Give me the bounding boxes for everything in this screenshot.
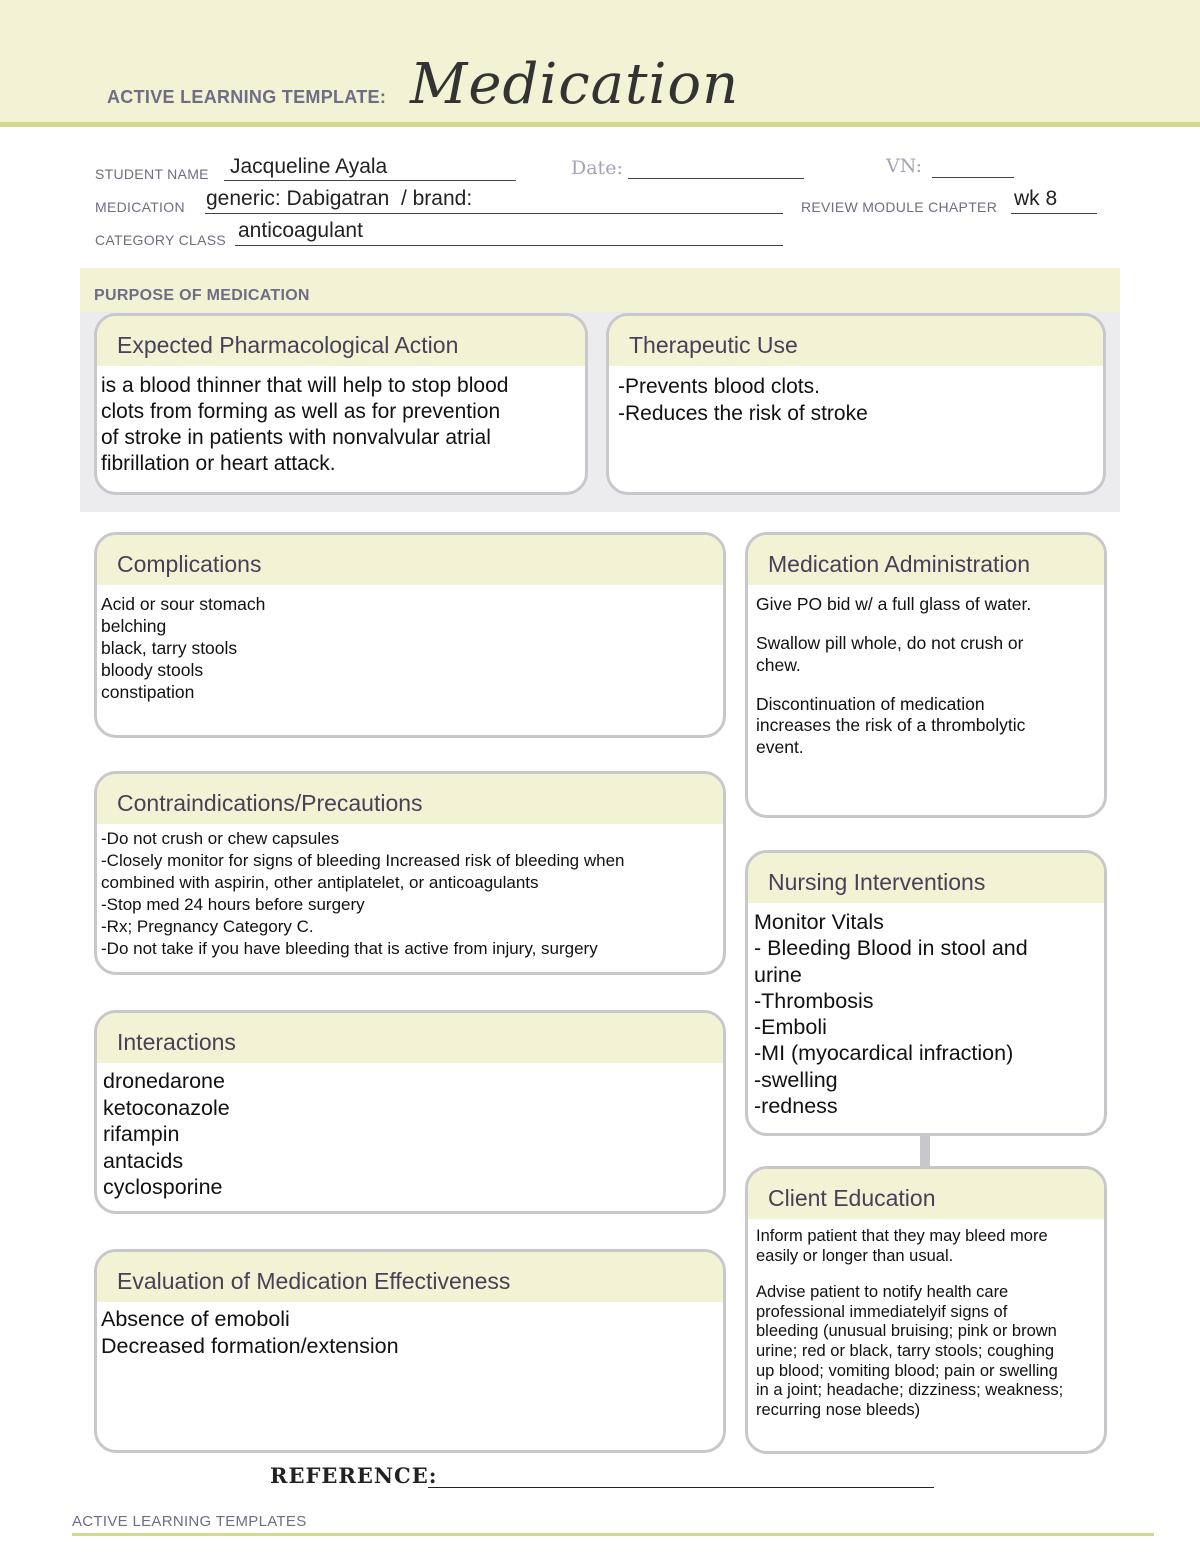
text-line: clots from forming as well as for prevention <box>101 400 501 423</box>
text-line: antacids <box>103 1148 184 1173</box>
contraindications-text[interactable] <box>101 828 715 960</box>
reference-field[interactable] <box>428 1487 934 1488</box>
therapeutic-use-text[interactable] <box>618 373 1095 427</box>
text-line: cyclosporine <box>103 1175 223 1199</box>
text-line: Absence of emoboli <box>101 1307 290 1331</box>
footer-text: ACTIVE LEARNING TEMPLATES <box>72 1513 307 1530</box>
nursing-interventions-card <box>745 850 1107 1136</box>
complications-card <box>94 532 726 738</box>
client-education-card <box>745 1166 1107 1454</box>
text-line: Inform patient that they may bleed more <box>756 1227 1048 1245</box>
evaluation-card <box>94 1249 726 1453</box>
interactions-card <box>94 1010 726 1214</box>
medication-field[interactable]: generic: Dabigatran / brand: <box>206 187 473 210</box>
review-module-field[interactable]: wk 8 <box>1014 187 1058 210</box>
reference-label: REFERENCE: <box>270 1463 438 1488</box>
text-line: -redness <box>754 1094 838 1119</box>
text-line: belching <box>101 616 167 636</box>
text-line: -Prevents blood clots. <box>618 375 820 398</box>
date-underline <box>628 178 804 179</box>
header-divider <box>0 122 1200 127</box>
text-line: event. <box>756 736 804 757</box>
text-line: black, tarry stools <box>101 638 238 658</box>
review-module-label: REVIEW MODULE CHAPTER <box>801 199 998 215</box>
card-title: Contraindications/Precautions <box>117 790 423 816</box>
administration-card <box>745 532 1107 818</box>
text-line: ketoconazole <box>103 1095 230 1120</box>
text-line: Advise patient to notify health care <box>756 1282 1009 1301</box>
card-title: Evaluation of Medication Effectiveness <box>117 1268 511 1294</box>
purpose-title: PURPOSE OF MEDICATION <box>94 287 310 304</box>
text-line <box>756 616 1096 634</box>
vn-underline <box>932 177 1014 178</box>
text-line: - Bleeding Blood in stool and <box>754 936 1028 961</box>
text-line: Give PO bid w/ a full glass of water. <box>756 594 1032 614</box>
text-line: -swelling <box>754 1067 838 1092</box>
text-line: fibrillation or heart attack. <box>101 452 336 475</box>
category-class-underline <box>235 245 783 246</box>
text-line: in a joint; headache; dizziness; weakness; <box>756 1381 1064 1400</box>
student-name-label: STUDENT NAME <box>95 166 209 182</box>
text-line: combined with aspirin, other antiplatelet, or anticoagulants <box>101 873 539 892</box>
text-line: urine <box>754 962 802 987</box>
medication-underline <box>205 213 783 214</box>
page-title: Medication <box>410 52 740 117</box>
card-title: Complications <box>117 551 262 577</box>
complications-text[interactable] <box>101 593 715 703</box>
text-line: -Do not take if you have bleeding that is active from injury, surgery <box>101 939 598 958</box>
text-line: dronedarone <box>103 1069 225 1093</box>
text-line: -Reduces the risk of stroke <box>618 402 868 425</box>
footer-divider <box>72 1533 1154 1536</box>
text-line: -Stop med 24 hours before surgery <box>101 895 365 914</box>
interactions-text[interactable] <box>103 1068 715 1201</box>
card-title: Client Education <box>768 1185 936 1211</box>
text-line: bloody stools <box>101 660 204 680</box>
card-title: Therapeutic Use <box>629 332 798 358</box>
text-line: Monitor Vitals <box>754 910 884 934</box>
text-line: recurring nose bleeds) <box>756 1401 921 1420</box>
text-line: urine; red or black, tarry stools; coughing <box>756 1342 1055 1361</box>
text-line: constipation <box>101 682 195 702</box>
card-title: Nursing Interventions <box>768 869 986 895</box>
text-line: of stroke in patients with nonvalvular atrial <box>101 426 491 449</box>
card-title: Expected Pharmacological Action <box>117 332 459 358</box>
expected-action-card <box>94 313 588 495</box>
review-module-underline <box>1011 213 1097 214</box>
vn-label: VN: <box>886 155 923 177</box>
text-line: -Closely monitor for signs of bleeding Increased risk of bleeding when <box>101 851 625 870</box>
text-line: -Thrombosis <box>754 988 874 1013</box>
text-line: easily or longer than usual. <box>756 1246 954 1265</box>
medication-label: MEDICATION <box>95 199 185 215</box>
text-line: chew. <box>756 654 801 675</box>
text-line: rifampin <box>103 1122 180 1146</box>
text-line: -Rx; Pregnancy Category C. <box>101 917 314 936</box>
text-line: -Emboli <box>754 1015 827 1040</box>
card-connector <box>920 1133 930 1167</box>
text-line: increases the risk of a thrombolytic <box>756 715 1026 736</box>
evaluation-text[interactable] <box>101 1306 715 1360</box>
nursing-interventions-text[interactable] <box>754 909 1096 1119</box>
text-line: -MI (myocardical infraction) <box>754 1041 1014 1066</box>
text-line: up blood; vomiting blood; pain or swelling <box>756 1361 1058 1380</box>
text-line: -Do not crush or chew capsules <box>101 829 340 848</box>
text-line <box>756 1266 1096 1283</box>
expected-action-text[interactable] <box>101 373 577 477</box>
date-label: Date: <box>571 157 623 179</box>
therapeutic-use-card <box>606 313 1106 495</box>
student-name-field[interactable]: Jacqueline Ayala <box>230 155 388 178</box>
student-name-underline <box>224 180 516 181</box>
text-line: Acid or sour stomach <box>101 594 266 614</box>
text-line: is a blood thinner that will help to stop blood <box>101 374 509 397</box>
text-line: bleeding (unusual bruising; pink or brown <box>756 1322 1057 1341</box>
text-line: Decreased formation/extension <box>101 1334 399 1358</box>
category-class-field[interactable]: anticoagulant <box>238 219 363 242</box>
client-education-text[interactable] <box>756 1227 1096 1421</box>
administration-text[interactable] <box>756 594 1096 759</box>
text-line: professional immediatelyif signs of <box>756 1302 1008 1321</box>
contraindications-card <box>94 771 726 975</box>
text-line: Discontinuation of medication <box>756 693 985 714</box>
text-line <box>756 676 1096 694</box>
text-line: Swallow pill whole, do not crush or <box>756 633 1024 654</box>
card-title: Interactions <box>117 1029 236 1055</box>
category-class-label: CATEGORY CLASS <box>95 232 227 248</box>
card-title: Medication Administration <box>768 551 1031 577</box>
template-label: ACTIVE LEARNING TEMPLATE: <box>107 87 387 107</box>
